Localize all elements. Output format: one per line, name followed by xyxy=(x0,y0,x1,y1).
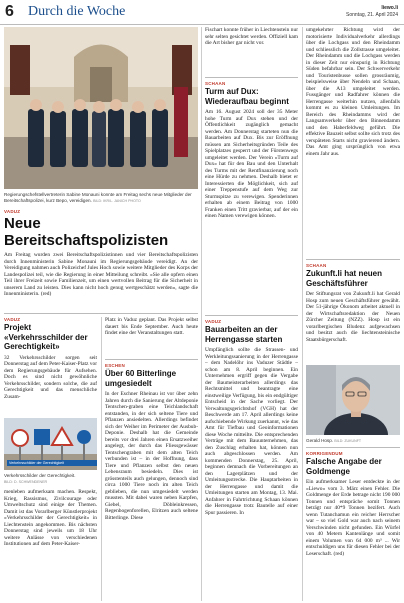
verkehrsschilder-body-3: Platz in Vaduz geplant. Das Projekt selbst dauert bis Ende September. Auch heute findet eine der Veranstaltungen statt. xyxy=(105,317,198,336)
section-title: Durch die Woche xyxy=(28,4,126,19)
portrait-photo-image xyxy=(306,365,400,435)
korrigendum-headline: Falsche Angabe der Goldmenge xyxy=(306,457,382,476)
lead-caption xyxy=(4,190,198,206)
signs-banner: Verkehrsschilder der Gerechtigkeit xyxy=(7,460,97,466)
brand: liewo.li xyxy=(381,5,398,11)
bitterlinge-kicker: ESCHEN xyxy=(105,363,125,368)
issue-date: Sonntag, 21. April 2024 xyxy=(346,12,398,18)
bitterlinge-body: In der Eschner Rheinau ist vor über zehn Jahren durch die Sanierung der Altdeponie Tentschen-graben eine Teichlandschaft entstanden, in der sich seltene Tiere und Pflanzen ansiedelten. Allerdings befindet sich der Weiher im Perimeter der Ausbub-Deponie. Deshalb hat die Gemeinde bereits vor drei Jahren einen Ersatzweiher angelegt, der durch das Fliessgewässer Tentschengraben mit dem alten Teich verbunden ist – in der Hoffnung, dass Tiere und Pflanzen selbst den neuen Lebensraum besiedeln. Dies ist grösstenteils auch gelungen, dennoch sind circa 1000 Tiere noch im alten Teich geblieben, die nun umgesiedelt werden mussten. Mit dabei waren neben Karpfen, Giebel, Döbleinkressen, Regenbogenforellen, Elritzen auch seltene Bitterlinge. Diese xyxy=(105,391,198,521)
divider xyxy=(205,315,298,316)
column-rule xyxy=(302,27,303,601)
verkehrsschilder-article xyxy=(4,317,97,417)
bitterlinge-continued xyxy=(205,27,298,75)
lead-photo-credit: BILD: IKR/L. JANICH PHOTO xyxy=(93,198,141,203)
verkehrsschilder-body: 32 Verkehrsschilder sorgen seit Donnerstag auf dem Peter-Kaiser-Platz vor dem Regierungsgebäude für Aufsehen. Doch es sind nicht gewöhnliche Verkehrsschilder, sondern solche, die auf Gerechtigkeit und das menschliche Zusam- xyxy=(4,354,97,400)
korrigendum-kicker: KORRIGENDUM xyxy=(306,451,343,456)
lead-caption-text: Regierungschefstellvertreterin Sabine Monauni konnte am Freitag sechs neue Mitglieder der Bereitschaftspolizei, kurz Bepo, vereidigen. xyxy=(4,192,192,203)
lead-body: Am Freitag wurden zwei Bereitschaftspolizistinnen und vier Bereitschaftspolizisten durch Innenministerin Sabine Monauni im Regierungsgebäude vereidigt. An der Vereidigung nahmen auch Polizeichef Jules Hoch sowie weitere Mitglieder des Korps der Landespolizei teil, wie die Regierung in einer Mitteilung schreibt. «Sie alle opfern einen Teil ihrer Freizeit sowie Familienzeit, um einen wertvollen Beitrag für die Sicherheit in unserem Land zu leisten. Dies kann nicht hoch genug wertgeschätzt werden», sagte die Innenministerin. (red) xyxy=(4,252,198,297)
verkehrsschilder-headline: Projekt «Verkehrsschilder der Gerechtigkeit» xyxy=(4,323,88,351)
signs-photo xyxy=(4,418,97,470)
lead-article xyxy=(4,209,198,311)
turm-body: Am 16. August 2024 soll der 35 Meter hohe Turm auf Dux stehen und der Öffentlichkeit zugänglich gemacht werden. Am Donnerstag starteten nun die Bauarbeiten auf Dux. Bis zur Eröffnung müssen am Sicherheitsgründen Teile des Spielplatzes gesperrt und der Fürstenwegs umgeleitet werden. Der Verein «Turm auf Dux» hat für den Bau und den Unterhalt des Turms mit der Rentfinanzierung noch eine Hürde zu nehmen. Deshalb bietet er Interessierten die Möglichkeit, sich auf einer Treppenstufe auf dem Weg zur Sturmspitze zu verewigen. Spenderinnen erhalten ab einem Beitrag von 1000 Franken einen Tritt gravierbar, auf der ein einen Namen verewigen können. xyxy=(205,109,298,219)
portrait-photo xyxy=(306,365,400,435)
col3-body-top: Fischart konnte früher in Liechtenstein nur sehr selten gesichtet werden. Offiziell kam die Art bisher gar nicht vor. xyxy=(205,27,298,46)
bitterlinge-headline: Über 60 Bitterlinge umgesiedelt xyxy=(105,369,177,388)
zukunft-kicker: SCHAAN xyxy=(306,263,327,268)
divider xyxy=(205,77,298,78)
bauarbeiten-kicker: VADUZ xyxy=(205,319,222,324)
lead-kicker: VADUZ xyxy=(4,209,21,214)
signs-caption-text: Verkehrsschilder der Gerechtigkeit. xyxy=(4,473,76,478)
bauarbeiten-body: Umpfänglich sollte die Strassen- und Werkleitungssanierung in der Herrengasse – dem Nadelöhr ins Vaduzer Städtle – schon am 8. April beginnen. Ein Unternehmen ergriff gegen die Vergabe der Baumeisterarbeiten allerdings das Rechtsmittel und beantragte eine einstweilige Verfügung, bis ein endgültiger Entscheid in der Sache vorliegt. Der Verwaltungsgerichtshof (VGH) hat der Beschwerde am 17. April allerdings keine aufschiebende Wirkung zuerkannt, wie das Amt für Tiefbau und Geoinformationen diese Woche mitteilte. Die entsprechenden Verträge mit dem Bauunternehmen, das den Zuschlag erhalten hat, können nun auch abgeschlossen werden. Am kommenden Donnerstag, 25. April, beginnen demnach die Vorbereitungen an den Lagerplätzen und der Umleitungsstrecke. Die Hauptarbeiten in der Herrengasse und damit die Umleitungen starten am Montag, 13. Mai. Anfahrer in Fahrtrichtung Schaan können die Herrengasse trotz Bautelle auf einer Spur passieren. In xyxy=(205,347,298,516)
lead-photo-image xyxy=(4,27,198,189)
portrait-photo-credit: BILD: ZUKUNFT xyxy=(334,439,362,443)
verkehrsschilder-body-2: menleben aufmerksam machen. Respekt, Krieg, Rassismus, Zivilcourage oder Umweltschutz sind einige der Themen. Damit ist das Vorarlberger Künstlerprojekt «Verkehrsschilder der Gerechtigkeit» in Liechtenstein angekommen. Bis nächsten Donnerstag sind jeweils um 18 Uhr weitere Anlässe von verschiedenen Institutionen auf dem Peter-Kaiser- xyxy=(4,489,97,547)
bitterlinge-article xyxy=(105,363,198,601)
turm-kicker: SCHAAN xyxy=(205,81,226,86)
divider xyxy=(4,313,198,314)
portrait-caption xyxy=(306,436,400,444)
bauarbeiten-article xyxy=(205,319,298,601)
column-rule xyxy=(101,317,102,601)
column-rule xyxy=(201,27,202,601)
divider xyxy=(306,259,400,260)
col5-body-top: umgekehrter Richtung wird der motorisierte Individualverkehr allerdings über die Lochgass und den Rheindamm und schliesslich die Zollstrasse umgeleitet. Der Rheindamm und die Lochgass werden in dieser Zeit nur einspurig in Richtung Süden befahrbar sein. Der Schwerverkehr und Touristenbusse sollen grossräumig, beispielsweise über Nendeln und Schaan, über die A13 umgeleitet werden. Fussgänger und Radfahrer können die Herrengasse weiterhin nutzen, allenfalls kommt es zu kleinen Umleitungen. Im Bereich des Rheindamms wird der Langsamverkehr über den Binnendamm und den Haberfeldweg geführt. Die effektive Bauzeit selbst sollte sich trotz des verspäteten Starts nicht gravierend ändern. Das Amt ging ursprünglich von etwa einem Jahr aus. xyxy=(306,27,400,157)
portrait-caption-text: Gerald Hosp. xyxy=(306,438,334,443)
page-header xyxy=(0,0,404,25)
divider xyxy=(105,359,198,360)
signs-photo-credit: BILD: D. SCHWENDENER xyxy=(4,479,48,484)
signs-caption xyxy=(4,471,97,487)
zukunft-headline: Zukunft.li hat neuen Geschäftsführer xyxy=(306,269,382,288)
zukunft-body: Der Stiftungsrat von Zukunft.li hat Gerald Hosp zum neuen Geschäftsführer gewählt. Der 51-jährige Ökonom arbeitet aktuell in der Wirtschaftsredaktion der Neuen Zürcher Zeitung (NZZ). Hosp ist ein vorarlbergischen Bludenz aufgewachsen und besitzt auch die liechtensteinische Staatsbürgerschaft. xyxy=(306,291,400,343)
verkehrsschilder-kicker: VADUZ xyxy=(4,317,21,322)
turm-headline: Turm auf Dux: Wiederaufbau beginnt xyxy=(205,87,289,106)
verkehrsschilder-end xyxy=(105,317,198,357)
lead-headline: Neue Bereitschaftspolizisten xyxy=(4,215,169,249)
verkehrsschilder-continued xyxy=(4,489,97,601)
bauarbeiten-headline: Bauarbeiten an der Herrengasse starten xyxy=(205,325,283,344)
lead-photo xyxy=(4,27,198,189)
bauarbeiten-continued xyxy=(306,27,400,257)
korrigendum-article xyxy=(306,451,400,601)
turm-article xyxy=(205,81,298,313)
korrigendum-body: Ein aufmerksamer Leser entdeckte in der «Liewo» vom 3. März einen Fehler. Die Goldmenge der Erde betrage nicht 190 000 Tonnen und entspräche somit Tonnen beträgt nur 40*9 Tonnen bezifert. Auch wenn Tutanchamun ein reicher Herrscher war – so viel Gold war auch nach seinem Verschwinden nicht gefunden. Ein Würfel von 40 Metern Kantenlänge und somit einem Volumen von 64 000 m³ ... Wir entschuldigen uns für diesen Fehler bei der Leserschaft. (red) xyxy=(306,479,400,557)
zukunft-article xyxy=(306,263,400,363)
page-number: 6 xyxy=(5,3,14,20)
divider xyxy=(306,447,400,448)
